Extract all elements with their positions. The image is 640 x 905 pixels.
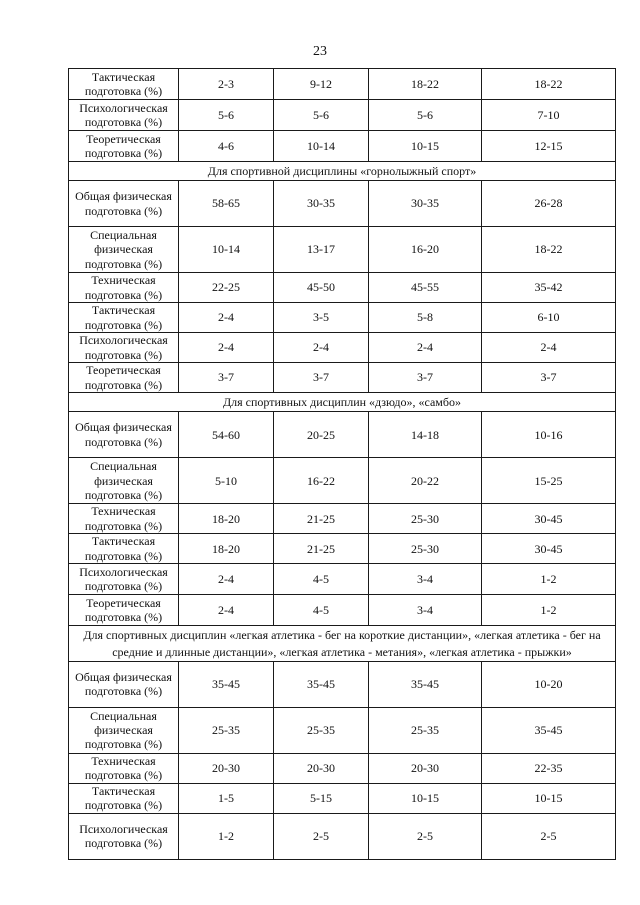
section-heading: Для спортивной дисциплины «горнолыжный спорт»	[69, 162, 616, 181]
table-row	[69, 504, 616, 534]
table-row	[69, 564, 616, 595]
table-cell: 21-25	[274, 504, 369, 534]
table-cell: 5-6	[274, 100, 369, 131]
row-label: Специальная физическая подготовка (%)	[69, 707, 179, 753]
table-cell: 5-8	[369, 303, 482, 333]
table-cell: 18-22	[482, 69, 616, 100]
table-cell: 5-10	[179, 458, 274, 504]
table-cell: 10-14	[179, 227, 274, 273]
row-label: Теоретическая подготовка (%)	[69, 131, 179, 162]
table-cell: 20-22	[369, 458, 482, 504]
table-cell: 35-42	[482, 273, 616, 303]
table-cell: 2-4	[482, 333, 616, 363]
table-cell: 25-35	[179, 707, 274, 753]
table-row	[69, 227, 616, 273]
row-label: Техническая подготовка (%)	[69, 504, 179, 534]
table-cell: 22-35	[482, 753, 616, 783]
section-heading: Для спортивных дисциплин «дзюдо», «самбо»	[69, 393, 616, 412]
table-row	[69, 69, 616, 100]
table-cell: 10-15	[369, 783, 482, 813]
row-label: Техническая подготовка (%)	[69, 753, 179, 783]
table-cell: 3-7	[274, 363, 369, 393]
table-cell: 2-4	[179, 595, 274, 626]
table-cell: 3-7	[482, 363, 616, 393]
table-cell: 35-45	[179, 661, 274, 707]
row-label: Психологическая подготовка (%)	[69, 564, 179, 595]
table-cell: 25-30	[369, 534, 482, 564]
table-cell: 45-50	[274, 273, 369, 303]
table-cell: 18-20	[179, 504, 274, 534]
row-label: Теоретическая подготовка (%)	[69, 363, 179, 393]
table-cell: 3-4	[369, 595, 482, 626]
table-row	[69, 595, 616, 626]
table-cell: 2-4	[369, 333, 482, 363]
table-cell: 10-14	[274, 131, 369, 162]
table-cell: 3-7	[369, 363, 482, 393]
row-label: Общая физическая подготовка (%)	[69, 181, 179, 227]
table-cell: 2-4	[179, 564, 274, 595]
table-cell: 5-15	[274, 783, 369, 813]
table-cell: 1-5	[179, 783, 274, 813]
table-cell: 2-4	[179, 303, 274, 333]
row-label: Специальная физическая подготовка (%)	[69, 227, 179, 273]
table-row	[69, 303, 616, 333]
table-row	[69, 131, 616, 162]
table-cell: 20-30	[179, 753, 274, 783]
table-row	[69, 707, 616, 753]
table-row	[69, 534, 616, 564]
table-cell: 2-5	[274, 813, 369, 859]
row-label: Психологическая подготовка (%)	[69, 333, 179, 363]
table-cell: 20-30	[274, 753, 369, 783]
row-label: Общая физическая подготовка (%)	[69, 412, 179, 458]
table-row	[69, 813, 616, 859]
table-cell: 30-45	[482, 504, 616, 534]
table-cell: 4-5	[274, 595, 369, 626]
table-cell: 10-15	[482, 783, 616, 813]
table-row	[69, 363, 616, 393]
table-row	[69, 783, 616, 813]
table-cell: 5-6	[179, 100, 274, 131]
table-row	[69, 181, 616, 227]
table-cell: 15-25	[482, 458, 616, 504]
table-cell: 9-12	[274, 69, 369, 100]
table-cell: 25-35	[274, 707, 369, 753]
row-label: Теоретическая подготовка (%)	[69, 595, 179, 626]
table-cell: 18-22	[482, 227, 616, 273]
table-cell: 10-16	[482, 412, 616, 458]
table-cell: 2-3	[179, 69, 274, 100]
table-cell: 18-22	[369, 69, 482, 100]
row-label: Психологическая подготовка (%)	[69, 813, 179, 859]
row-label: Общая физическая подготовка (%)	[69, 661, 179, 707]
table-row	[69, 661, 616, 707]
section-heading-row	[69, 162, 616, 181]
table-cell: 35-45	[369, 661, 482, 707]
table-row	[69, 333, 616, 363]
table-cell: 30-45	[482, 534, 616, 564]
table-row	[69, 273, 616, 303]
table-row	[69, 412, 616, 458]
table-cell: 45-55	[369, 273, 482, 303]
table-cell: 30-35	[369, 181, 482, 227]
table-cell: 13-17	[274, 227, 369, 273]
table-cell: 3-4	[369, 564, 482, 595]
table-cell: 22-25	[179, 273, 274, 303]
section-heading-row	[69, 626, 616, 661]
table-cell: 14-18	[369, 412, 482, 458]
table-cell: 3-5	[274, 303, 369, 333]
table-row	[69, 753, 616, 783]
page-number: 23	[313, 44, 327, 59]
table-cell: 25-30	[369, 504, 482, 534]
table-cell: 3-7	[179, 363, 274, 393]
row-label: Техническая подготовка (%)	[69, 273, 179, 303]
table-cell: 20-25	[274, 412, 369, 458]
row-label: Психологическая подготовка (%)	[69, 100, 179, 131]
row-label: Тактическая подготовка (%)	[69, 303, 179, 333]
table-cell: 10-20	[482, 661, 616, 707]
table-cell: 1-2	[482, 595, 616, 626]
table-cell: 16-22	[274, 458, 369, 504]
table-row	[69, 458, 616, 504]
row-label: Тактическая подготовка (%)	[69, 69, 179, 100]
table-cell: 2-4	[179, 333, 274, 363]
table-cell: 4-6	[179, 131, 274, 162]
table-cell: 10-15	[369, 131, 482, 162]
table-cell: 16-20	[369, 227, 482, 273]
table-cell: 20-30	[369, 753, 482, 783]
table-cell: 58-65	[179, 181, 274, 227]
table-cell: 1-2	[179, 813, 274, 859]
table-cell: 26-28	[482, 181, 616, 227]
section-heading-row	[69, 393, 616, 412]
table-cell: 2-4	[274, 333, 369, 363]
table-cell: 25-35	[369, 707, 482, 753]
table-cell: 4-5	[274, 564, 369, 595]
table-cell: 35-45	[274, 661, 369, 707]
table-cell: 2-5	[369, 813, 482, 859]
table-cell: 5-6	[369, 100, 482, 131]
table-cell: 2-5	[482, 813, 616, 859]
table-cell: 1-2	[482, 564, 616, 595]
row-label: Специальная физическая подготовка (%)	[69, 458, 179, 504]
row-label: Тактическая подготовка (%)	[69, 783, 179, 813]
table-cell: 18-20	[179, 534, 274, 564]
table-cell: 12-15	[482, 131, 616, 162]
table-cell: 7-10	[482, 100, 616, 131]
table-cell: 21-25	[274, 534, 369, 564]
table-row	[69, 100, 616, 131]
training-norms-table	[68, 68, 616, 860]
table-cell: 35-45	[482, 707, 616, 753]
row-label: Тактическая подготовка (%)	[69, 534, 179, 564]
table-cell: 54-60	[179, 412, 274, 458]
section-heading: Для спортивных дисциплин «легкая атлетика - бег на короткие дистанции», «легкая атлетика - бег на средние и длинные дистанции», «легкая атлетика - метания», «легкая атлетика - прыжки»	[69, 626, 616, 661]
table-cell: 6-10	[482, 303, 616, 333]
table-cell: 30-35	[274, 181, 369, 227]
